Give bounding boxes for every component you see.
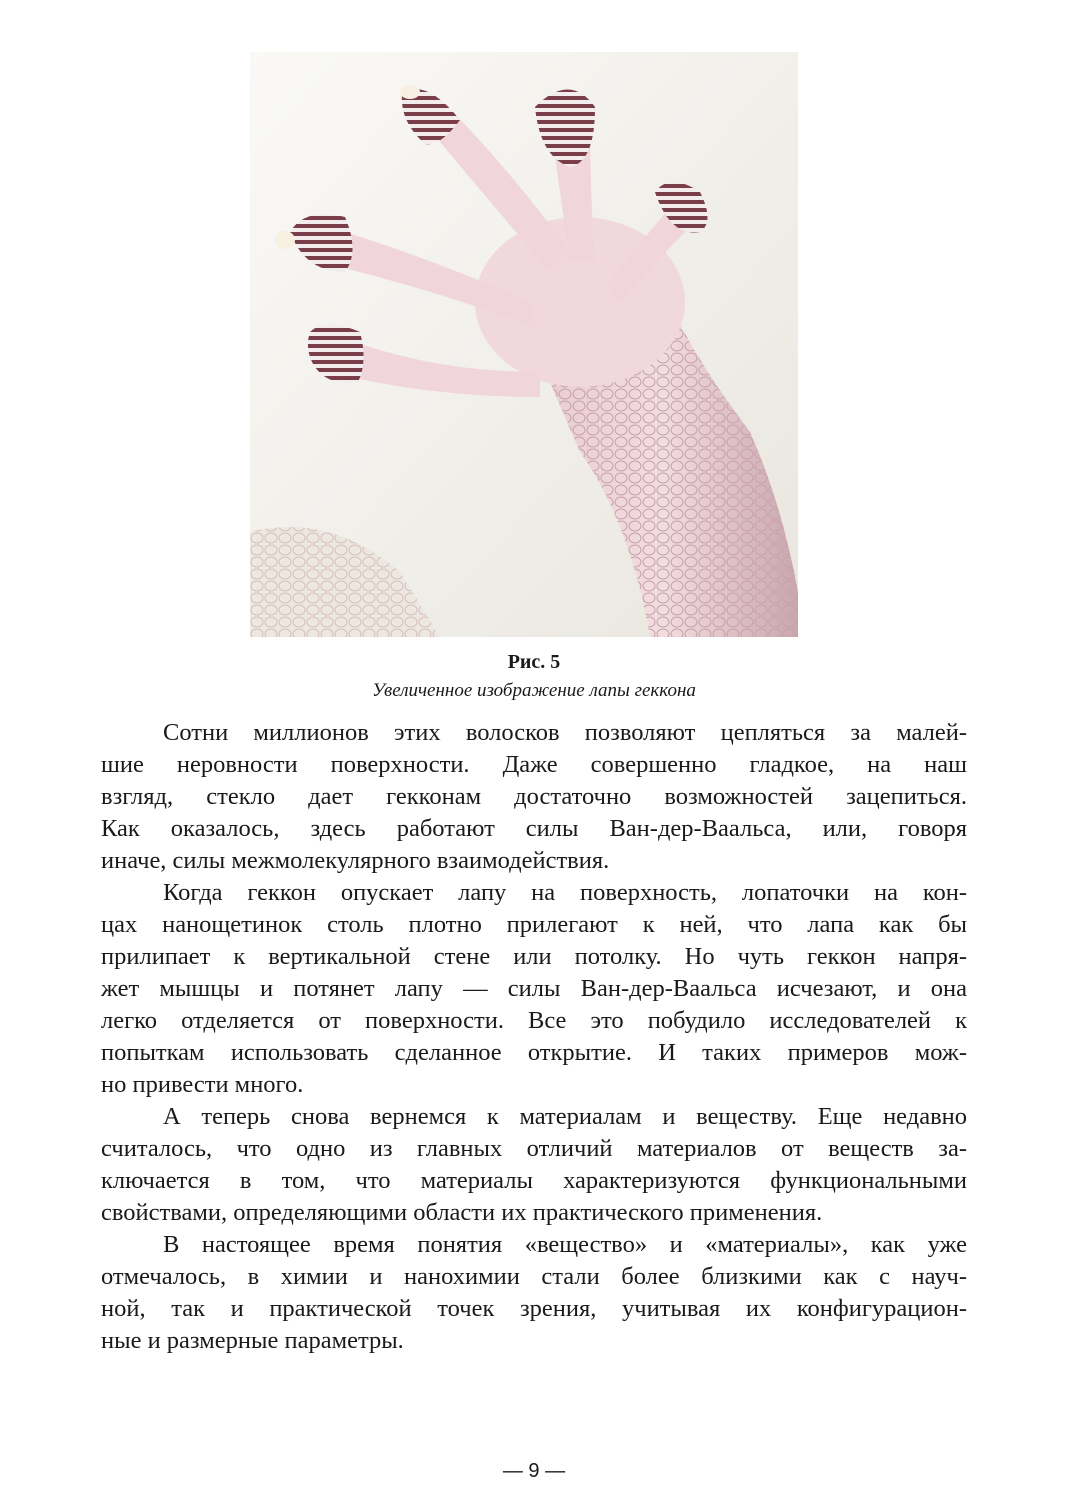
figure-caption: Увеличенное изображение лапы геккона bbox=[372, 680, 696, 701]
text-line: легко отделяется от поверхности. Все это побудило исследователей к bbox=[101, 1007, 967, 1034]
text-line: Сотни миллионов этих волосков позволяют цепляться за малей- bbox=[163, 719, 967, 746]
text-line: жет мышцы и потянет лапу — силы Ван-дер-Ваальса исчезают, и она bbox=[101, 975, 967, 1002]
text-line: Как оказалось, здесь работают силы Ван-дер-Ваальса, или, говоря bbox=[101, 815, 967, 842]
text-line: но привести много. bbox=[101, 1071, 304, 1098]
text-line: ной, так и практической точек зрения, учитывая их конфигурацион- bbox=[101, 1295, 967, 1322]
text-line: считалось, что одно из главных отличий материалов от веществ за- bbox=[101, 1135, 967, 1162]
text-line: отмечалось, в химии и нанохимии стали более близкими как с науч- bbox=[101, 1263, 967, 1290]
paragraph-1 bbox=[101, 717, 967, 877]
text-line: прилипает к вертикальной стене или потолку. Но чуть геккон напря- bbox=[101, 943, 967, 970]
paragraph-3 bbox=[101, 1101, 967, 1229]
text-line: Когда геккон опускает лапу на поверхность, лопаточки на кон- bbox=[163, 879, 967, 906]
text-line: В настоящее время понятия «вещество» и «материалы», как уже bbox=[163, 1231, 967, 1258]
text-line: попыткам использовать сделанное открытие. И таких примеров мож- bbox=[101, 1039, 967, 1066]
text-line: иначе, силы межмолекулярного взаимодействия. bbox=[101, 847, 610, 874]
text-line: свойствами, определяющими области их практического применения. bbox=[101, 1199, 823, 1226]
text-line: А теперь снова вернемся к материалам и веществу. Еще недавно bbox=[163, 1103, 967, 1130]
body-text bbox=[101, 717, 967, 1357]
gecko-foot-photo bbox=[250, 52, 798, 637]
page-number: — 9 — bbox=[502, 1460, 566, 1482]
figure-label: Рис. 5 bbox=[507, 651, 561, 673]
paragraph-4 bbox=[101, 1229, 967, 1357]
text-line: ключается в том, что материалы характеризуются функциональными bbox=[101, 1167, 967, 1194]
text-line: цах нанощетинок столь плотно прилегают к ней, что лапа как бы bbox=[101, 911, 967, 938]
text-line: взгляд, стекло дает гекконам достаточно возможностей зацепиться. bbox=[101, 783, 967, 810]
text-line: ные и размерные параметры. bbox=[101, 1327, 404, 1354]
text-line: шие неровности поверхности. Даже совершенно гладкое, на наш bbox=[101, 751, 967, 778]
paragraph-2 bbox=[101, 877, 967, 1101]
gecko-foot-illustration bbox=[250, 52, 798, 637]
